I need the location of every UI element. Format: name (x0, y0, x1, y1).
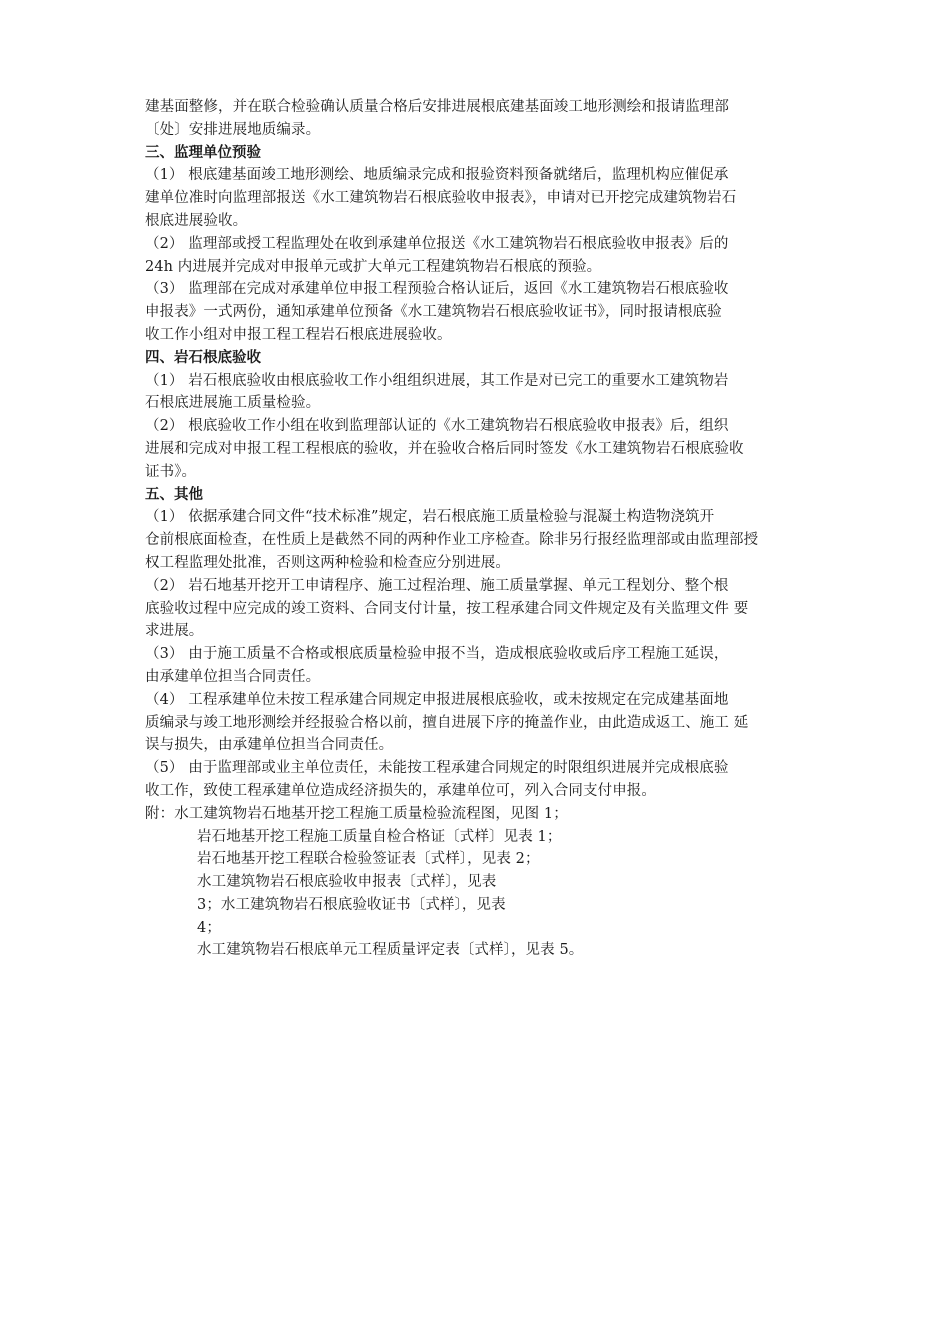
paragraph-line: （2） 监理部或授工程监理处在收到承建单位报送《水工建筑物岩石根底验收申报表》后的 (145, 235, 729, 252)
paragraph-line: 根底进展验收。 (145, 212, 248, 229)
intro-line: 建基面整修，并在联合检验确认质量合格后安排进展根底建基面竣工地形测绘和报请监理部 (145, 99, 729, 115)
paragraph-line: 收工作，致使工程承建单位造成经济损失的，承建单位可，列入合同支付申报。 (145, 782, 656, 799)
paragraph-line: （1） 岩石根底验收由根底验收工作小组组织进展，其工作是对已完工的重要水工建筑物岩 (145, 372, 729, 389)
appendix-line: 岩石地基开挖工程施工质量自检合格证〔式样〕见表 1； (197, 828, 562, 845)
paragraph-line: 权工程监理处批准，否则这两种检验和检查应分别进展。 (145, 554, 510, 571)
paragraph-line: 底验收过程中应完成的竣工资料、合同支付计量，按工程承建合同文件规定及有关监理文件 要 (145, 600, 749, 617)
document-page (145, 96, 820, 962)
appendix-line: 3；水工建筑物岩石根底验收证书〔式样〕，见表 (197, 896, 506, 913)
section-heading: 五、其他 (145, 486, 203, 503)
paragraph-line: 建单位准时向监理部报送《水工建筑物岩石根底验收申报表》，申请对已开挖完成建筑物岩石 (145, 190, 737, 207)
paragraph-line: 申报表》一式两份，通知承建单位预备《水工建筑物岩石根底验收证书》，同时报请根底验 (145, 304, 722, 321)
paragraph-line: （3） 由于施工质量不合格或根底质量检验申报不当，造成根底验收或后序工程施工延误， (145, 646, 729, 663)
intro-line: 〔处〕安排进展地质编录。 (145, 121, 321, 138)
section-heading: 三、监理单位预验 (145, 144, 261, 161)
paragraph-line: （2） 根底验收工作小组在收到监理部认证的《水工建筑物岩石根底验收申报表》后，组织 (145, 418, 729, 435)
paragraph-line: （3） 监理部在完成对承建单位申报工程预验合格认证后，返回《水工建筑物岩石根底验收 (145, 281, 729, 298)
appendix-first-line: 附：水工建筑物岩石地基开挖工程施工质量检验流程图，见图 1； (145, 805, 568, 822)
paragraph-line: 石根底进展施工质量检验。 (145, 395, 321, 412)
paragraph-line: 证书》。 (145, 463, 197, 480)
appendix-line: 水工建筑物岩石根底验收申报表〔式样〕，见表 (197, 874, 497, 891)
paragraph-line: （4） 工程承建单位未按工程承建合同规定申报进展根底验收，或未按规定在完成建基面地 (145, 691, 729, 708)
paragraph-line: 进展和完成对申报工程工程根底的验收，并在验收合格后同时签发《水工建筑物岩石根底验收 (145, 440, 744, 457)
paragraph-line: 质编录与竣工地形测绘并经报验合格以前，擅自进展下序的掩盖作业，由此造成返工、施工 延 (145, 714, 749, 731)
paragraph-line: 由承建单位担当合同责任。 (145, 668, 321, 685)
section-heading: 四、岩石根底验收 (145, 349, 261, 366)
paragraph-line: （1） 根底建基面竣工地形测绘、地质编录完成和报验资料预备就绪后，监理机构应催促承 (145, 167, 729, 184)
paragraph-line: 仓前根底面检查，在性质上是截然不同的两种作业工序检查。除非另行报经监理部或由监理部授 (145, 532, 759, 549)
paragraph-line: （1） 依据承建合同文件“技术标准”规定，岩石根底施工质量检验与混凝土构造物浇筑开 (145, 509, 715, 526)
appendix-line: 岩石地基开挖工程联合检验签证表〔式样〕，见表 2； (197, 851, 540, 868)
paragraph-line: 求进展。 (145, 623, 204, 640)
paragraph-line: 收工作小组对申报工程工程岩石根底进展验收。 (145, 326, 452, 343)
appendix-line: 水工建筑物岩石根底单元工程质量评定表〔式样〕，见表 5。 (197, 942, 584, 959)
paragraph-line: （5） 由于监理部或业主单位责任，未能按工程承建合同规定的时限组织进展并完成根底验 (145, 760, 729, 777)
paragraph-line: 24h 内进展并完成对申报单元或扩大单元工程建筑物岩石根底的预验。 (145, 258, 602, 275)
appendix-line: 4； (197, 919, 221, 936)
paragraph-line: 误与损失，由承建单位担当合同责任。 (145, 737, 394, 754)
paragraph-line: （2） 岩石地基开挖开工申请程序、施工过程治理、施工质量掌握、单元工程划分、整个根 (145, 577, 729, 594)
